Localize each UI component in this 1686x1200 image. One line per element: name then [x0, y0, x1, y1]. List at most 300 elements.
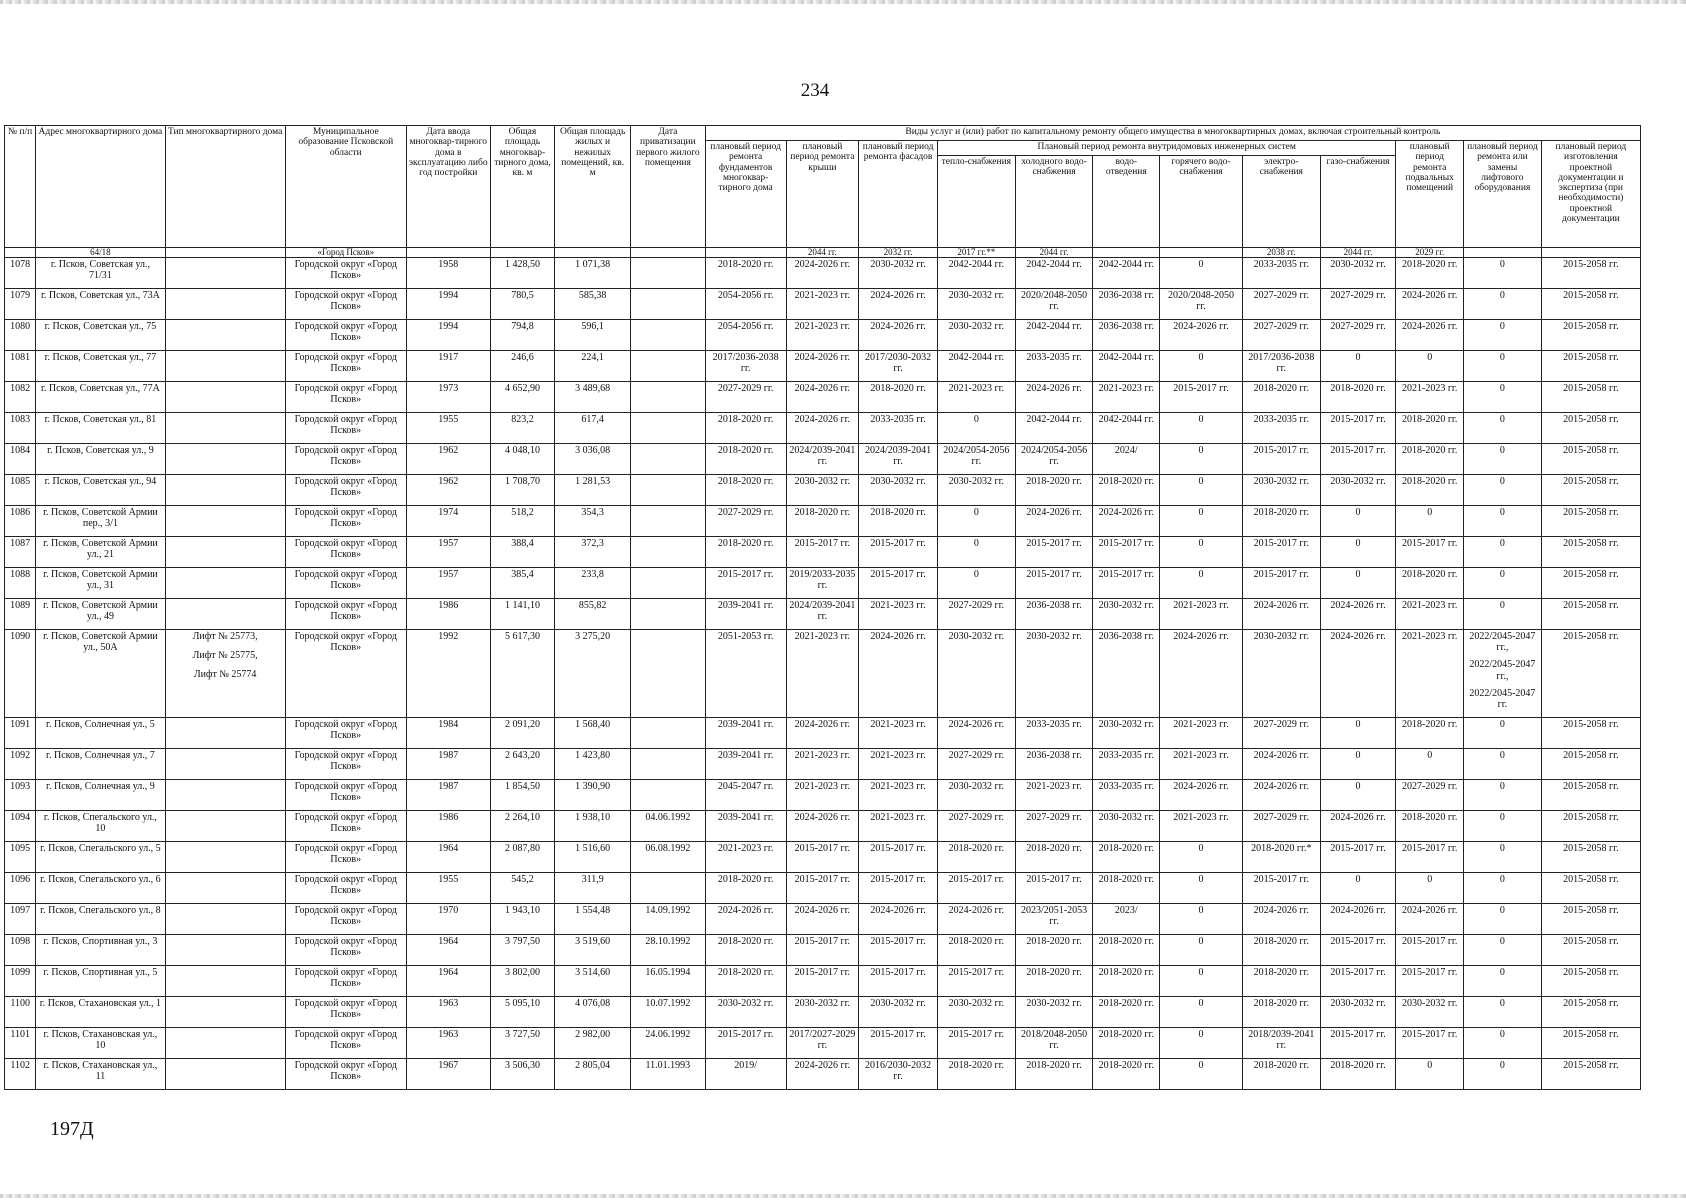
table-row [5, 599, 1641, 630]
cell-facade: 2015-2017 гг. [859, 1028, 938, 1059]
cell-sewer: 2030-2032 гг. [1093, 811, 1160, 842]
cell-gas: 2027-2029 гг. [1320, 320, 1396, 351]
cell-facade: 2015-2017 гг. [859, 568, 938, 599]
cell-elevator-line: 0 [1499, 290, 1505, 301]
cell-design: 2015-2058 гг. [1541, 320, 1640, 351]
cell-cold-water: 2015-2017 гг. [1015, 873, 1093, 904]
cell-roof: 2015-2017 гг. [786, 935, 859, 966]
cell-foundation [705, 248, 786, 258]
cell-type [165, 413, 285, 444]
page-number: 234 [800, 80, 830, 101]
cell-hot-water: 2020/2048-2050 гг. [1160, 289, 1243, 320]
cell-gas: 0 [1320, 873, 1396, 904]
cell-address: г. Псков, Советская ул., 71/31 [36, 258, 165, 289]
cell-cold-water: 2033-2035 гг. [1015, 718, 1093, 749]
cell-design: 2015-2058 гг. [1541, 997, 1640, 1028]
cell-privatization [631, 475, 706, 506]
table-row [5, 811, 1641, 842]
cell-facade: 2021-2023 гг. [859, 599, 938, 630]
cell-type [165, 248, 285, 258]
cell-address: г. Псков, Спегальского ул., 6 [36, 873, 165, 904]
cell-electric: 2024-2026 гг. [1242, 599, 1320, 630]
cell-address: г. Псков, Советская ул., 77 [36, 351, 165, 382]
cell-living-area: 3 514,60 [555, 966, 631, 997]
cell-type-line: Лифт № 25773, [192, 631, 258, 642]
cell-design: 2015-2058 гг. [1541, 351, 1640, 382]
cell-hot-water: 0 [1160, 842, 1243, 873]
cell-municipality: Городской округ «Город Псков» [285, 475, 406, 506]
cell-heat: 2042-2044 гг. [937, 351, 1015, 382]
cell-gas: 2024-2026 гг. [1320, 599, 1396, 630]
cell-elevator [1464, 289, 1542, 320]
cell-roof: 2021-2023 гг. [786, 630, 859, 718]
cell-electric: 2033-2035 гг. [1242, 413, 1320, 444]
cell-living-area: 1 554,48 [555, 904, 631, 935]
cell-elevator [1464, 966, 1542, 997]
cell-elevator [1464, 506, 1542, 537]
cell-basement: 0 [1396, 351, 1464, 382]
cell-hot-water: 2021-2023 гг. [1160, 718, 1243, 749]
cell-elevator-line: 2022/2045-2047 гг. [1469, 687, 1536, 710]
cell-num: 1083 [5, 413, 36, 444]
cell-elevator [1464, 537, 1542, 568]
cell-num: 1096 [5, 873, 36, 904]
cell-cold-water: 2015-2017 гг. [1015, 568, 1093, 599]
cell-foundation: 2018-2020 гг. [705, 537, 786, 568]
cell-elevator-line: 0 [1499, 967, 1505, 979]
cell-date: 1963 [406, 997, 490, 1028]
col-address-header: Адрес многоквартирного дома [36, 126, 165, 248]
cell-address: г. Псков, Советская ул., 94 [36, 475, 165, 506]
cell-heat: 2018-2020 гг. [937, 1059, 1015, 1090]
cell-design: 2015-2058 гг. [1541, 780, 1640, 811]
cell-elevator-line: 0 [1499, 383, 1505, 394]
cell-cold-water: 2018-2020 гг. [1015, 966, 1093, 997]
cell-total-area: 3 797,50 [490, 935, 555, 966]
cell-privatization [631, 320, 706, 351]
cell-basement: 2018-2020 гг. [1396, 568, 1464, 599]
cell-gas: 2030-2032 гг. [1320, 258, 1396, 289]
cell-elevator [1464, 1059, 1542, 1090]
cell-elevator-line: 0 [1499, 1029, 1505, 1041]
cell-type [165, 475, 285, 506]
cell-privatization [631, 248, 706, 258]
cell-facade: 2015-2017 гг. [859, 842, 938, 873]
table-row [5, 506, 1641, 537]
cell-living-area: 372,3 [555, 537, 631, 568]
cell-foundation: 2024-2026 гг. [705, 904, 786, 935]
cell-electric: 2024-2026 гг. [1242, 904, 1320, 935]
cell-elevator [1464, 935, 1542, 966]
cell-num: 1086 [5, 506, 36, 537]
cell-date: 1992 [406, 630, 490, 718]
cell-design: 2015-2058 гг. [1541, 630, 1640, 718]
cell-privatization [631, 630, 706, 718]
cell-sewer [1093, 248, 1160, 258]
cell-privatization [631, 444, 706, 475]
cell-foundation: 2045-2047 гг. [705, 780, 786, 811]
cell-gas: 2018-2020 гг. [1320, 1059, 1396, 1090]
cell-gas: 2015-2017 гг. [1320, 966, 1396, 997]
cell-total-area: 2 643,20 [490, 749, 555, 780]
cell-municipality: Городской округ «Город Псков» [285, 1059, 406, 1090]
cell-elevator [1464, 811, 1542, 842]
cell-type [165, 258, 285, 289]
cell-hot-water: 0 [1160, 537, 1243, 568]
cell-facade: 2021-2023 гг. [859, 718, 938, 749]
cell-num: 1089 [5, 599, 36, 630]
cell-municipality: Городской округ «Город Псков» [285, 630, 406, 718]
cell-living-area: 585,38 [555, 289, 631, 320]
cell-basement: 2024-2026 гг. [1396, 320, 1464, 351]
cell-num: 1091 [5, 718, 36, 749]
cell-roof: 2021-2023 гг. [786, 749, 859, 780]
table-row [5, 258, 1641, 289]
cell-gas: 2015-2017 гг. [1320, 935, 1396, 966]
cell-sewer: 2033-2035 гг. [1093, 749, 1160, 780]
cell-facade: 2024-2026 гг. [859, 630, 938, 718]
cell-address: г. Псков, Солнечная ул., 9 [36, 780, 165, 811]
cell-design: 2015-2058 гг. [1541, 258, 1640, 289]
cell-sewer: 2030-2032 гг. [1093, 599, 1160, 630]
cell-total-area: 2 264,10 [490, 811, 555, 842]
cell-hot-water: 0 [1160, 258, 1243, 289]
cell-sewer: 2024/ [1093, 444, 1160, 475]
cell-num [5, 248, 36, 258]
cell-electric: 2027-2029 гг. [1242, 320, 1320, 351]
cell-num: 1084 [5, 444, 36, 475]
cell-electric: 2015-2017 гг. [1242, 537, 1320, 568]
cell-facade: 2018-2020 гг. [859, 506, 938, 537]
cell-cold-water: 2018-2020 гг. [1015, 935, 1093, 966]
cell-foundation: 2015-2017 гг. [705, 568, 786, 599]
table-header [5, 126, 1641, 248]
cell-date: 1964 [406, 935, 490, 966]
cell-date: 1967 [406, 1059, 490, 1090]
cell-roof: 2030-2032 гг. [786, 475, 859, 506]
cell-living-area: 596,1 [555, 320, 631, 351]
cell-total-area: 545,2 [490, 873, 555, 904]
cell-elevator [1464, 413, 1542, 444]
cell-roof: 2015-2017 гг. [786, 842, 859, 873]
cell-sewer: 2015-2017 гг. [1093, 568, 1160, 599]
col-living-area-header: Общая площадь жилых и нежилых помещений, кв. м [555, 126, 631, 248]
cell-elevator-line: 0 [1499, 352, 1505, 363]
cell-type [165, 997, 285, 1028]
cell-municipality: Городской округ «Город Псков» [285, 444, 406, 475]
cell-cold-water: 2024/2054-2056 гг. [1015, 444, 1093, 475]
cell-num: 1101 [5, 1028, 36, 1059]
cell-roof: 2024-2026 гг. [786, 413, 859, 444]
cell-heat: 2027-2029 гг. [937, 599, 1015, 630]
cell-municipality: Городской округ «Город Псков» [285, 537, 406, 568]
cell-elevator-line: 0 [1499, 781, 1505, 793]
cell-elevator-line: 0 [1499, 445, 1505, 456]
cell-heat: 0 [937, 506, 1015, 537]
cell-living-area: 2 805,04 [555, 1059, 631, 1090]
scan-edge-top [0, 0, 1686, 4]
cell-living-area: 855,82 [555, 599, 631, 630]
cell-basement: 0 [1396, 749, 1464, 780]
table-row [5, 413, 1641, 444]
cell-type [165, 568, 285, 599]
cell-cold-water: 2036-2038 гг. [1015, 749, 1093, 780]
cell-elevator-line: 0 [1499, 936, 1505, 948]
cell-facade: 2030-2032 гг. [859, 258, 938, 289]
cell-design: 2015-2058 гг. [1541, 1059, 1640, 1090]
cell-living-area [555, 248, 631, 258]
cell-facade: 2016/2030-2032 гг. [859, 1059, 938, 1090]
cell-date: 1973 [406, 382, 490, 413]
cell-address: г. Псков, Советская ул., 77А [36, 382, 165, 413]
cell-date: 1957 [406, 568, 490, 599]
cell-num: 1080 [5, 320, 36, 351]
cell-num: 1099 [5, 966, 36, 997]
cell-living-area: 1 281,53 [555, 475, 631, 506]
cell-basement: 2015-2017 гг. [1396, 935, 1464, 966]
cell-total-area: 5 095,10 [490, 997, 555, 1028]
cell-elevator-line: 0 [1499, 538, 1505, 549]
cell-heat: 2042-2044 гг. [937, 258, 1015, 289]
cell-date: 1963 [406, 1028, 490, 1059]
table-row [5, 475, 1641, 506]
cell-municipality: Городской округ «Город Псков» [285, 873, 406, 904]
cell-elevator-line: 0 [1499, 507, 1505, 518]
cell-electric: 2030-2032 гг. [1242, 630, 1320, 718]
cell-privatization: 14.09.1992 [631, 904, 706, 935]
cell-elevator [1464, 320, 1542, 351]
table-row [5, 780, 1641, 811]
cell-num: 1095 [5, 842, 36, 873]
col-design-header: плановый период изготовления проектной документации и экспертиза (при необходимости) проектной документации [1541, 141, 1640, 248]
cell-hot-water: 2021-2023 гг. [1160, 599, 1243, 630]
cell-electric: 2027-2029 гг. [1242, 289, 1320, 320]
cell-type [165, 811, 285, 842]
cell-address: г. Псков, Советская ул., 81 [36, 413, 165, 444]
cell-roof: 2015-2017 гг. [786, 537, 859, 568]
cell-sewer: 2018-2020 гг. [1093, 997, 1160, 1028]
cell-gas: 2015-2017 гг. [1320, 1028, 1396, 1059]
cell-num: 1078 [5, 258, 36, 289]
cell-sewer: 2018-2020 гг. [1093, 475, 1160, 506]
table-row [5, 382, 1641, 413]
cell-sewer: 2018-2020 гг. [1093, 1028, 1160, 1059]
cell-hot-water: 0 [1160, 475, 1243, 506]
table-row [5, 997, 1641, 1028]
cell-living-area: 1 390,90 [555, 780, 631, 811]
cell-heat: 2015-2017 гг. [937, 873, 1015, 904]
cell-hot-water: 0 [1160, 1059, 1243, 1090]
cell-address: г. Псков, Спегальского ул., 10 [36, 811, 165, 842]
cell-date [406, 248, 490, 258]
cell-basement: 2024-2026 гг. [1396, 289, 1464, 320]
cell-elevator [1464, 248, 1542, 258]
cell-basement: 0 [1396, 506, 1464, 537]
cell-address: г. Псков, Советская ул., 9 [36, 444, 165, 475]
cell-privatization [631, 351, 706, 382]
cell-basement: 2015-2017 гг. [1396, 537, 1464, 568]
cell-elevator-line: 0 [1499, 905, 1505, 917]
cell-gas: 0 [1320, 718, 1396, 749]
cell-living-area: 1 423,80 [555, 749, 631, 780]
cell-foundation: 2018-2020 гг. [705, 444, 786, 475]
cell-total-area: 823,2 [490, 413, 555, 444]
col-facade-header: плановый период ремонта фасадов [859, 141, 938, 248]
cell-elevator-line: 0 [1499, 750, 1505, 762]
cell-sewer: 2030-2032 гг. [1093, 718, 1160, 749]
cell-num: 1094 [5, 811, 36, 842]
cell-foundation: 2054-2056 гг. [705, 289, 786, 320]
cell-heat: 2018-2020 гг. [937, 935, 1015, 966]
cell-gas: 2027-2029 гг. [1320, 289, 1396, 320]
cell-total-area: 3 727,50 [490, 1028, 555, 1059]
cell-heat: 2027-2029 гг. [937, 811, 1015, 842]
cell-roof: 2024-2026 гг. [786, 904, 859, 935]
cell-roof: 2015-2017 гг. [786, 966, 859, 997]
cell-heat: 2030-2032 гг. [937, 475, 1015, 506]
cell-living-area: 4 076,08 [555, 997, 631, 1028]
table-row [5, 289, 1641, 320]
cell-hot-water: 0 [1160, 351, 1243, 382]
cell-design: 2015-2058 гг. [1541, 506, 1640, 537]
table-row [5, 966, 1641, 997]
cell-privatization [631, 537, 706, 568]
cell-municipality: Городской округ «Город Псков» [285, 718, 406, 749]
cell-basement: 2030-2032 гг. [1396, 997, 1464, 1028]
cell-elevator-line: 0 [1499, 843, 1505, 855]
cell-municipality: Городской округ «Город Псков» [285, 749, 406, 780]
cell-roof: 2017/2027-2029 гг. [786, 1028, 859, 1059]
col-sewer-header: водо-отведения [1093, 156, 1160, 248]
cell-cold-water: 2033-2035 гг. [1015, 351, 1093, 382]
cell-total-area: 1 854,50 [490, 780, 555, 811]
cell-heat: 2030-2032 гг. [937, 289, 1015, 320]
cell-num: 1097 [5, 904, 36, 935]
cell-date: 1917 [406, 351, 490, 382]
cell-privatization: 11.01.1993 [631, 1059, 706, 1090]
cell-design: 2015-2058 гг. [1541, 413, 1640, 444]
table-row [5, 537, 1641, 568]
cell-privatization [631, 749, 706, 780]
cell-elevator-line: 0 [1499, 321, 1505, 332]
cell-heat: 2024-2026 гг. [937, 718, 1015, 749]
cell-hot-water: 0 [1160, 997, 1243, 1028]
cell-cold-water: 2018-2020 гг. [1015, 1059, 1093, 1090]
cell-date: 1970 [406, 904, 490, 935]
cell-elevator [1464, 599, 1542, 630]
cell-roof: 2024-2026 гг. [786, 718, 859, 749]
cell-cold-water: 2036-2038 гг. [1015, 599, 1093, 630]
cell-roof: 2024/2039-2041 гг. [786, 444, 859, 475]
col-total-area-header: Общая площадь многоквар-тирного дома, кв. м [490, 126, 555, 248]
cell-elevator [1464, 904, 1542, 935]
cell-foundation: 2027-2029 гг. [705, 506, 786, 537]
cell-facade: 2015-2017 гг. [859, 935, 938, 966]
cell-address: г. Псков, Советской Армии пер., 3/1 [36, 506, 165, 537]
cell-living-area: 233,8 [555, 568, 631, 599]
cell-heat: 2018-2020 гг. [937, 842, 1015, 873]
works-group-header: Виды услуг и (или) работ по капитальному ремонту общего имущества в многоквартирных домах, включая строительный контроль [705, 126, 1640, 141]
table-body [5, 248, 1641, 1090]
cell-gas: 2015-2017 гг. [1320, 413, 1396, 444]
cell-cold-water: 2018-2020 гг. [1015, 842, 1093, 873]
cell-num: 1079 [5, 289, 36, 320]
cell-living-area: 1 568,40 [555, 718, 631, 749]
cell-electric: 2024-2026 гг. [1242, 749, 1320, 780]
cell-hot-water: 2024-2026 гг. [1160, 780, 1243, 811]
cell-cold-water: 2042-2044 гг. [1015, 320, 1093, 351]
cell-type [165, 1028, 285, 1059]
cell-roof: 2024-2026 гг. [786, 811, 859, 842]
cell-sewer: 2018-2020 гг. [1093, 966, 1160, 997]
cell-heat: 2027-2029 гг. [937, 749, 1015, 780]
cell-num: 1093 [5, 780, 36, 811]
cell-num: 1082 [5, 382, 36, 413]
col-cold-water-header: холодного водо-снабжения [1015, 156, 1093, 248]
cell-roof: 2024-2026 гг. [786, 382, 859, 413]
cell-living-area: 224,1 [555, 351, 631, 382]
cell-municipality: Городской округ «Город Псков» [285, 599, 406, 630]
cell-sewer: 2023/ [1093, 904, 1160, 935]
cell-heat: 0 [937, 537, 1015, 568]
cell-hot-water: 2024-2026 гг. [1160, 630, 1243, 718]
cell-living-area: 1 516,60 [555, 842, 631, 873]
cell-cold-water: 2018/2048-2050 гг. [1015, 1028, 1093, 1059]
cell-total-area: 3 506,30 [490, 1059, 555, 1090]
cell-hot-water: 0 [1160, 1028, 1243, 1059]
cell-total-area: 3 802,00 [490, 966, 555, 997]
cell-hot-water: 0 [1160, 568, 1243, 599]
cell-basement: 2021-2023 гг. [1396, 382, 1464, 413]
cell-electric: 2024-2026 гг. [1242, 780, 1320, 811]
cell-electric: 2018/2039-2041 гг. [1242, 1028, 1320, 1059]
cell-date: 1964 [406, 966, 490, 997]
cell-gas: 0 [1320, 351, 1396, 382]
cell-facade: 2024/2039-2041 гг. [859, 444, 938, 475]
cell-foundation: 2030-2032 гг. [705, 997, 786, 1028]
cell-elevator-line: 0 [1499, 476, 1505, 487]
cell-address: г. Псков, Стахановская ул., 1 [36, 997, 165, 1028]
cell-municipality: Городской округ «Город Псков» [285, 1028, 406, 1059]
cell-municipality: Городской округ «Город Псков» [285, 568, 406, 599]
cell-privatization [631, 780, 706, 811]
cell-date: 1964 [406, 842, 490, 873]
cell-date: 1974 [406, 506, 490, 537]
cell-privatization: 04.06.1992 [631, 811, 706, 842]
cell-address: г. Псков, Спегальского ул., 8 [36, 904, 165, 935]
cell-total-area: 388,4 [490, 537, 555, 568]
cell-date: 1958 [406, 258, 490, 289]
cell-roof: 2021-2023 гг. [786, 289, 859, 320]
cell-type-line: Лифт № 25775, [192, 650, 258, 662]
cell-heat: 2030-2032 гг. [937, 997, 1015, 1028]
cell-privatization [631, 506, 706, 537]
cell-total-area: 1 141,10 [490, 599, 555, 630]
col-privatization-header: Дата приватизации первого жилого помещения [631, 126, 706, 248]
cell-foundation: 2021-2023 гг. [705, 842, 786, 873]
cell-hot-water: 0 [1160, 413, 1243, 444]
cell-sewer: 2018-2020 гг. [1093, 935, 1160, 966]
cell-electric: 2018-2020 гг. [1242, 966, 1320, 997]
cell-electric: 2027-2029 гг. [1242, 718, 1320, 749]
col-gas-header: газо-снабжения [1320, 156, 1396, 248]
cell-electric: 2038 гг. [1242, 248, 1320, 258]
cell-hot-water: 0 [1160, 873, 1243, 904]
cell-gas: 2030-2032 гг. [1320, 997, 1396, 1028]
cell-elevator-line: 0 [1499, 414, 1505, 425]
cell-elevator-line: 2022/2045-2047 гг., [1469, 659, 1536, 682]
col-basement-header: плановый период ремонта подвальных помещений [1396, 141, 1464, 248]
